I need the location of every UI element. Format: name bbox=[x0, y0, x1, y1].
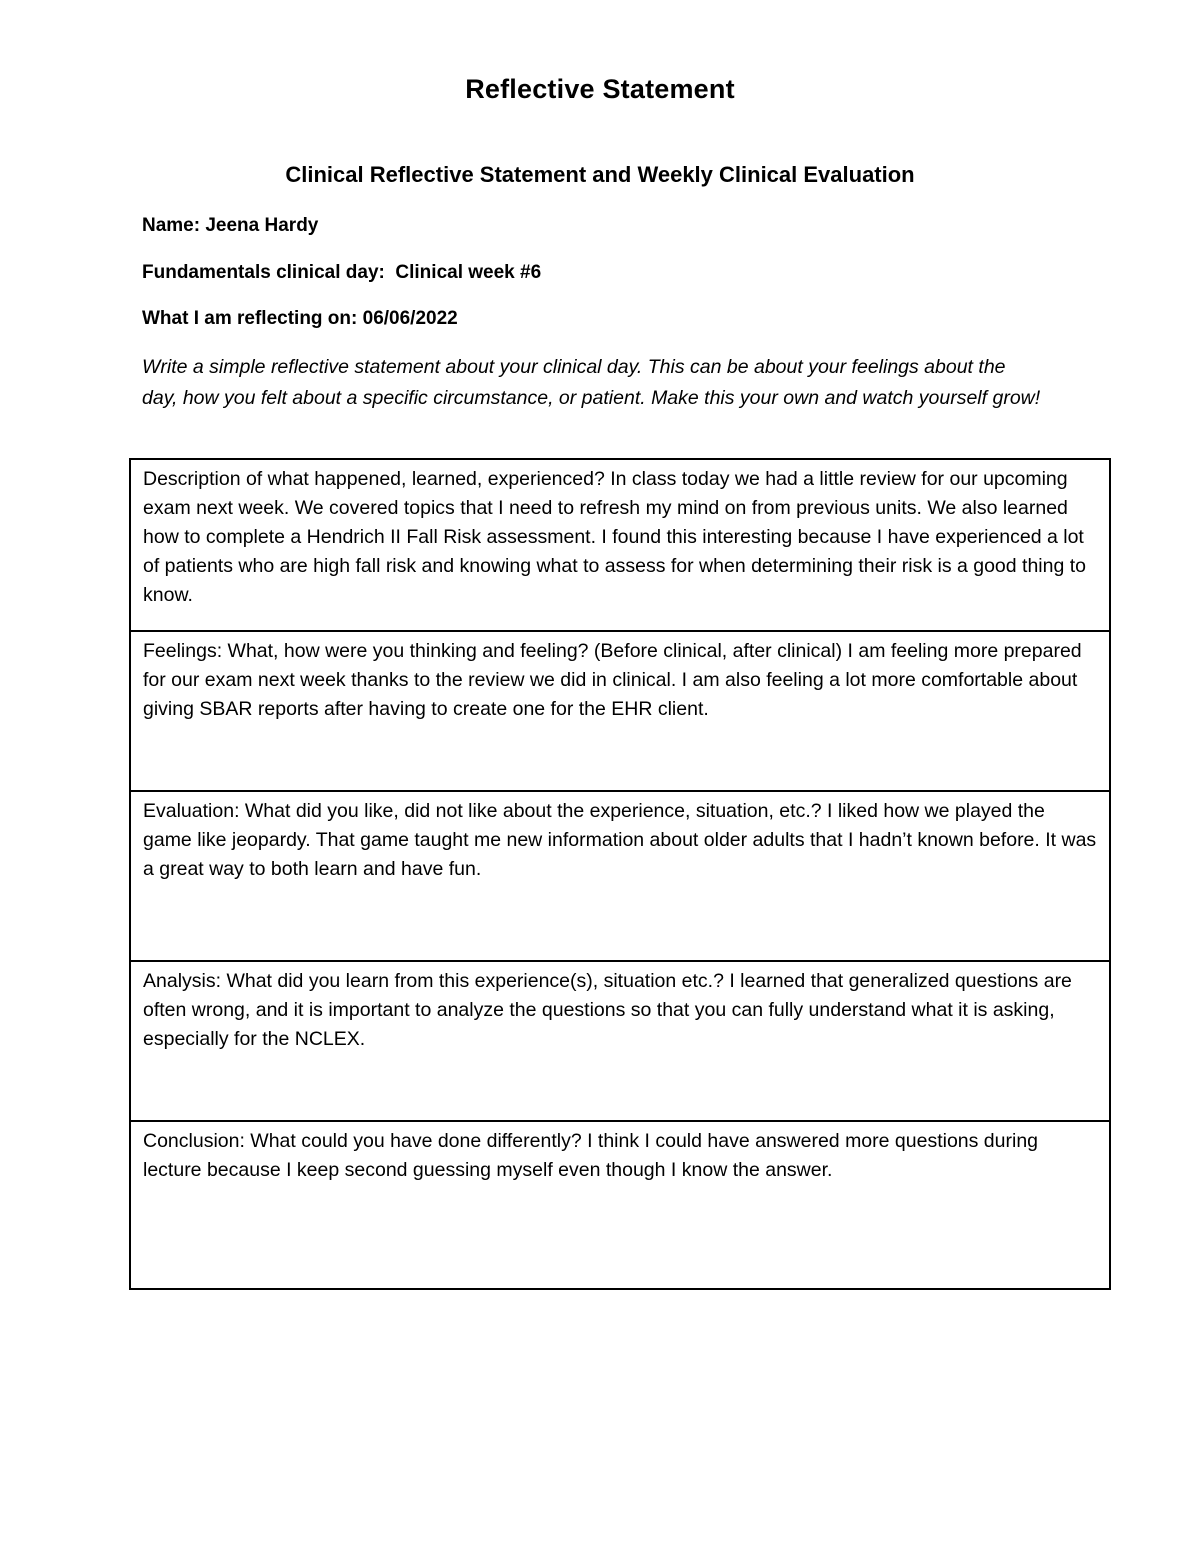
description-cell: Description of what happened, learned, experienced? In class today we had a little review for our upcoming exam next week. We covered topics that I need to refresh my mind on from previous units. We also learned how to complete a Hendrich II Fall Risk assessment. I found this interesting because I have experienced a lot of patients who are high fall risk and knowing what to assess for when determining their risk is a good thing to know. bbox=[143, 468, 1087, 606]
document-title: Reflective Statement bbox=[465, 74, 735, 104]
reflecting-on-label: What I am reflecting on: bbox=[142, 308, 358, 329]
evaluation-cell: Evaluation: What did you like, did not like about the experience, situation, etc.? I liked how we played the game like jeopardy. That game taught me new information about older adults that I hadn’t known before. It was a great way to both learn and have fun. bbox=[131, 790, 1109, 960]
document-subtitle: Clinical Reflective Statement and Weekly Clinical Evaluation bbox=[285, 162, 915, 187]
reflecting-on-field bbox=[142, 308, 458, 330]
clinical-day-field bbox=[142, 262, 541, 284]
name-value: Jeena Hardy bbox=[205, 215, 319, 236]
name-label: Name: bbox=[142, 215, 201, 236]
clinical-day-label: Fundamentals clinical day: bbox=[142, 262, 385, 283]
analysis-cell: Analysis: What did you learn from this experience(s), situation etc.? I learned that generalized questions are often wrong, and it is important to analyze the questions so that you can fully understand what it is asking, especially for the NCLEX. bbox=[131, 960, 1109, 1120]
reflecting-on-value: 06/06/2022 bbox=[362, 308, 458, 329]
conclusion-cell: Conclusion: What could you have done differently? I think I could have answered more questions during lecture because I keep second guessing myself even though I know the answer. bbox=[131, 1120, 1109, 1288]
clinical-day-value: Clinical week #6 bbox=[395, 262, 542, 283]
instructions-text: Write a simple reflective statement about your clinical day. This can be about your feelings about the day, how you felt about a specific circumstance, or patient. Make this your own and watch yourself grow! bbox=[142, 356, 1041, 409]
reflection-table bbox=[129, 458, 1111, 1290]
name-field bbox=[142, 215, 318, 237]
feelings-cell: Feelings: What, how were you thinking and feeling? (Before clinical, after clinical) I am feeling more prepared for our exam next week thanks to the review we did in clinical. I am also feeling a lot more comfortable about giving SBAR reports after having to create one for the EHR client. bbox=[131, 630, 1109, 790]
